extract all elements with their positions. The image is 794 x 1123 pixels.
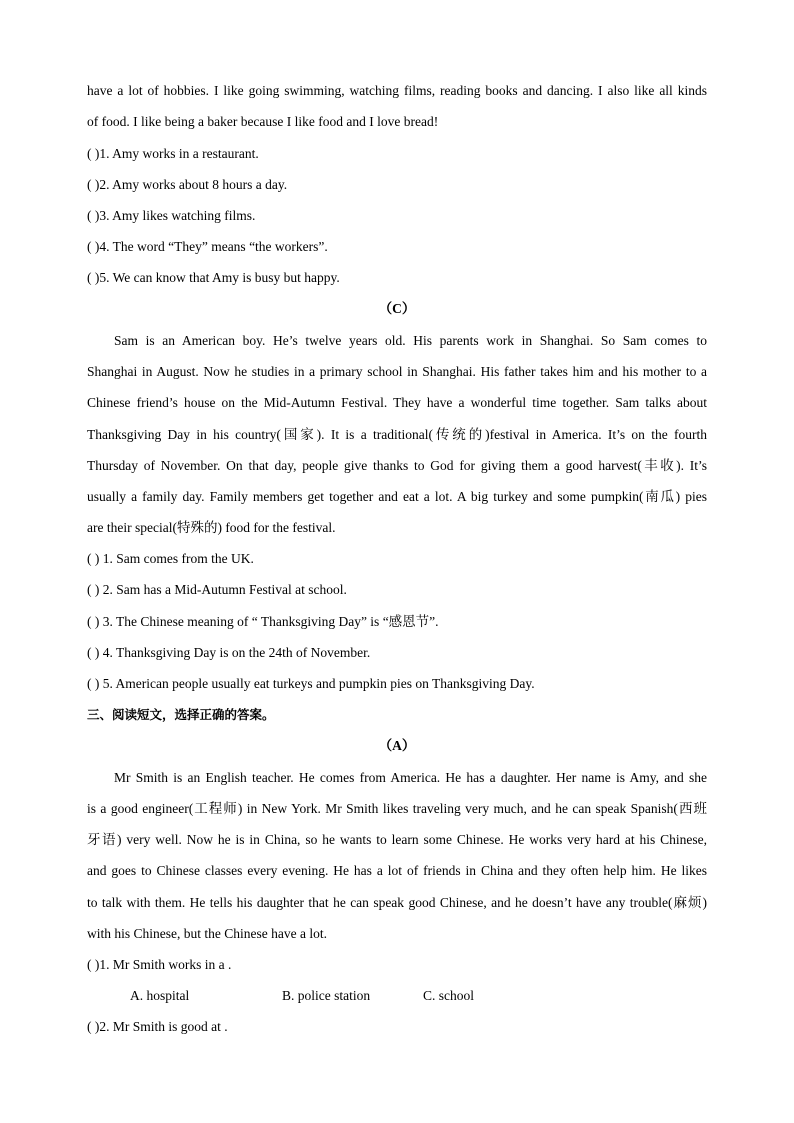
passage-c-line-3: Chinese friend’s house on the Mid-Autumn Festival. They have a wonderful time together. Sam talks about [87,395,707,410]
passage-c-line-7: are their special(特殊的) food for the festival. [87,520,336,535]
passage-a-line-2: is a good engineer(工程师) in New York. Mr Smith likes traveling very much, and he can speak Spanish(西班 [87,801,707,816]
passage-b-line-1: have a lot of hobbies. I like going swimming, watching films, reading books and dancing. I also like all kinds [87,83,707,98]
passage-a-line-6: with his Chinese, but the Chinese have a lot. [87,926,327,941]
question-c-2: ( ) 2. Sam has a Mid-Autumn Festival at school. [87,582,347,597]
passage-a-line-1: Mr Smith is an English teacher. He comes from America. He has a daughter. Her name is Amy, and she [114,770,707,785]
passage-a-line-5: to talk with them. He tells his daughter that he can speak good Chinese, and he doesn’t have any trouble(麻烦) [87,895,707,910]
heading-a: （A） [378,738,416,753]
section-three-heading: 三、阅读短文，选择正确的答案。 [87,707,275,722]
question-b-1: ( )1. Amy works in a restaurant. [87,146,259,161]
question-c-1: ( ) 1. Sam comes from the UK. [87,551,254,566]
question-c-5: ( ) 5. American people usually eat turkeys and pumpkin pies on Thanksgiving Day. [87,676,535,691]
passage-b-line-2: of food. I like being a baker because I like food and I love bread! [87,114,439,129]
question-c-3: ( ) 3. The Chinese meaning of “ Thanksgiving Day” is “感恩节”. [87,614,439,629]
question-b-4: ( )4. The word “They” means “the workers”. [87,239,328,254]
passage-c-line-1: Sam is an American boy. He’s twelve years old. His parents work in Shanghai. So Sam comes to [114,333,707,348]
question-c-4: ( ) 4. Thanksgiving Day is on the 24th of November. [87,645,371,660]
option-b: B. police station [282,988,371,1003]
passage-c-line-4: Thanksgiving Day in his country(国家). It is a traditional(传统的)festival in America. It’s on the fourth [87,427,707,442]
passage-a-line-4: and goes to Chinese classes every evening. He has a lot of friends in China and they often help him. He likes [87,863,707,878]
passage-a-line-3: 牙语) very well. Now he is in China, so he wants to learn some Chinese. He works very hard at his Chinese, [87,832,707,847]
question-b-5: ( )5. We can know that Amy is busy but happy. [87,270,340,285]
passage-c-line-5: Thursday of November. On that day, people give thanks to God for giving them a good harvest(丰收). It’s [87,458,707,473]
question-a-1: ( )1. Mr Smith works in a . [87,957,232,972]
option-c: C. school [423,988,475,1003]
heading-c: （C） [378,301,416,316]
question-b-3: ( )3. Amy likes watching films. [87,208,256,223]
passage-c-line-2: Shanghai in August. Now he studies in a primary school in Shanghai. His father takes him and his mother to a [87,364,707,379]
question-b-2: ( )2. Amy works about 8 hours a day. [87,177,288,192]
option-a: A. hospital [130,988,190,1003]
question-a-2: ( )2. Mr Smith is good at . [87,1019,228,1034]
passage-c-line-6: usually a family day. Family members get together and eat a lot. A big turkey and some pumpkin(南瓜) pies [87,489,707,504]
